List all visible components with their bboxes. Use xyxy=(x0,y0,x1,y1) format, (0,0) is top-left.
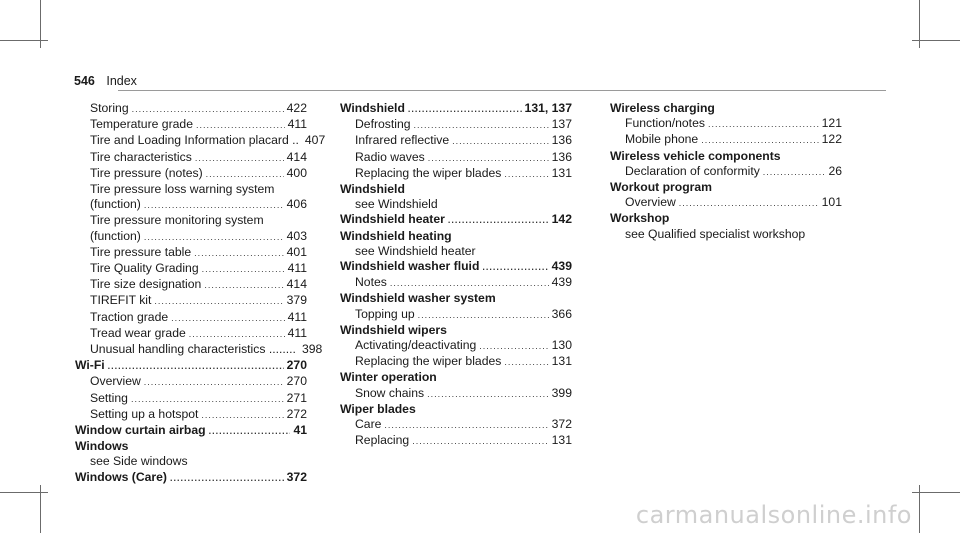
index-subentry xyxy=(340,386,572,402)
index-subentry xyxy=(75,117,307,133)
entry-text: Tire characteristics xyxy=(90,149,192,164)
entry-text: Care xyxy=(355,417,382,432)
index-column-3 xyxy=(610,101,842,242)
index-subentry xyxy=(75,293,307,309)
dot-leader xyxy=(201,408,283,423)
entry-text: Wi-Fi xyxy=(75,358,105,373)
entry-text: Overview xyxy=(90,374,141,389)
page-ref: 439 xyxy=(551,275,572,290)
dot-leader xyxy=(427,387,549,402)
index-subentry xyxy=(610,227,842,242)
dot-leader xyxy=(209,424,291,439)
entry-text: see Windshield heater xyxy=(355,243,476,258)
index-subentry xyxy=(75,454,307,469)
page-ref: 137 xyxy=(551,117,572,132)
dot-leader xyxy=(189,327,285,342)
index-entry xyxy=(340,259,572,275)
page-ref: 411 xyxy=(287,309,307,324)
dot-leader xyxy=(390,276,549,291)
page-number: 546 xyxy=(74,74,95,88)
dot-leader xyxy=(452,134,549,149)
entry-text: Function/notes xyxy=(625,116,705,131)
index-subentry xyxy=(340,166,572,182)
page-ref: 411 xyxy=(287,325,307,340)
index-column-1 xyxy=(75,101,326,486)
index-subentry xyxy=(340,150,572,166)
index-entry xyxy=(75,470,307,486)
page-ref: 379 xyxy=(286,293,307,308)
dot-leader xyxy=(144,230,284,245)
page-ref: 407 xyxy=(304,133,326,148)
entry-text: Wiper blades xyxy=(340,401,416,416)
dot-leader xyxy=(206,167,284,182)
page-ref: 272 xyxy=(286,406,307,421)
dot-leader xyxy=(144,375,284,390)
index-subentry xyxy=(610,195,842,211)
page-ref: 122 xyxy=(821,132,842,147)
index-subentry xyxy=(340,338,572,354)
index-subentry xyxy=(75,342,323,358)
entry-text: Temperature grade xyxy=(90,117,193,132)
dot-leader xyxy=(408,102,522,117)
dot-leader xyxy=(418,308,549,323)
dot-leader xyxy=(428,151,549,166)
index-subentry xyxy=(75,101,307,117)
dot-leader xyxy=(132,102,284,117)
dot-leader xyxy=(202,262,285,277)
page-ref: 41 xyxy=(293,423,307,438)
dot-leader xyxy=(171,311,284,326)
entry-text: Tire pressure (notes) xyxy=(90,165,203,180)
entry-text: Windshield xyxy=(340,101,405,115)
entry-text: Tire and Loading Information placard .. xyxy=(90,133,299,148)
index-column-2 xyxy=(340,101,572,449)
index-subentry xyxy=(75,245,307,261)
page-ref: 131, 137 xyxy=(524,101,572,115)
page-ref: 130 xyxy=(551,338,572,353)
crop-mark xyxy=(0,40,48,41)
index-entry xyxy=(610,180,842,195)
entry-text: Mobile phone xyxy=(625,132,699,147)
crop-mark xyxy=(912,492,960,493)
page-ref: 411 xyxy=(287,117,307,132)
entry-text: Topping up xyxy=(355,306,415,321)
index-subentry xyxy=(75,310,307,326)
index-entry xyxy=(340,212,572,228)
page-ref: 439 xyxy=(551,259,572,274)
index-entry xyxy=(340,101,572,117)
index-subentry xyxy=(340,133,572,149)
index-entry xyxy=(75,423,307,439)
page-ref: 136 xyxy=(551,133,572,148)
dot-leader xyxy=(504,355,548,370)
entry-text: Setting up a hotspot xyxy=(90,406,199,421)
index-entry xyxy=(610,149,842,164)
entry-text: Storing xyxy=(90,101,129,115)
dot-leader xyxy=(194,246,284,261)
page-ref: 406 xyxy=(286,197,307,212)
entry-text: Snow chains xyxy=(355,385,425,400)
page-ref: 372 xyxy=(286,469,307,484)
entry-text: see Windshield xyxy=(355,197,438,212)
index-entry xyxy=(340,229,572,244)
index-subentry xyxy=(75,197,307,213)
index-entry xyxy=(340,291,572,306)
entry-text: Tire pressure loss warning system xyxy=(90,182,275,197)
entry-text: Windshield washer fluid xyxy=(340,259,480,274)
page-ref: 414 xyxy=(286,277,307,292)
page-ref: 401 xyxy=(286,244,307,259)
index-subentry xyxy=(340,354,572,370)
entry-text: Tire pressure table xyxy=(90,244,192,259)
page-ref: 142 xyxy=(551,212,572,227)
dot-leader xyxy=(414,118,549,133)
entry-text: Workout program xyxy=(610,180,713,195)
dot-leader xyxy=(679,196,819,211)
dot-leader xyxy=(204,278,283,293)
entry-text: Replacing xyxy=(355,433,410,448)
entry-text: Tread wear grade xyxy=(90,325,186,340)
dot-leader xyxy=(108,359,284,374)
watermark: carmanualsonline.info xyxy=(635,501,912,529)
entry-text: Notes xyxy=(355,275,387,290)
entry-text: Overview xyxy=(625,195,676,210)
page-ref: 414 xyxy=(286,149,307,164)
entry-text: Window curtain airbag xyxy=(75,423,206,438)
page-ref: 26 xyxy=(828,163,842,178)
page-ref: 131 xyxy=(551,354,572,369)
index-subentry xyxy=(340,433,572,449)
entry-text: see Side windows xyxy=(90,454,188,469)
index-subentry xyxy=(75,277,307,293)
dot-leader xyxy=(144,198,284,213)
index-subentry xyxy=(340,244,572,259)
index-entry xyxy=(340,402,572,417)
index-subentry xyxy=(75,391,307,407)
entry-text: Winter operation xyxy=(340,370,437,385)
entry-text: Windows xyxy=(75,439,129,454)
entry-text: (function) xyxy=(90,197,141,212)
entry-text: Replacing the wiper blades xyxy=(355,165,502,180)
entry-text: Replacing the wiper blades xyxy=(355,354,502,369)
crop-mark xyxy=(912,40,960,41)
index-subentry xyxy=(610,116,842,132)
entry-text: Windshield wipers xyxy=(340,322,447,337)
index-subentry xyxy=(340,417,572,433)
page-ref: 270 xyxy=(286,358,307,373)
page-ref: 422 xyxy=(286,101,307,115)
dot-leader xyxy=(479,339,548,354)
dot-leader xyxy=(482,260,548,275)
entry-text: Windows (Care) xyxy=(75,469,167,484)
index-subentry xyxy=(75,150,307,166)
page-ref: 372 xyxy=(551,417,572,432)
header-rule xyxy=(118,90,886,91)
index-subentry xyxy=(75,407,307,423)
entry-text: Radio waves xyxy=(355,149,425,164)
index-entry xyxy=(75,358,307,374)
page-ref: 403 xyxy=(286,228,307,243)
entry-text: Tire pressure monitoring system xyxy=(90,213,264,228)
page-ref: 136 xyxy=(551,149,572,164)
index-subentry xyxy=(75,229,307,245)
index-subentry xyxy=(75,213,307,228)
entry-text: Wireless charging xyxy=(610,101,715,115)
dot-leader xyxy=(384,418,548,433)
index-subentry xyxy=(75,133,326,149)
index-entry xyxy=(340,323,572,338)
entry-text: Windshield heater xyxy=(340,212,445,227)
dot-leader xyxy=(154,294,283,309)
index-subentry xyxy=(75,182,307,197)
index-subentry xyxy=(75,326,307,342)
entry-text: Tire Quality Grading xyxy=(90,261,199,276)
section-title: Index xyxy=(106,74,137,88)
dot-leader xyxy=(170,471,284,486)
page-ref: 270 xyxy=(286,374,307,389)
page-ref: 400 xyxy=(286,165,307,180)
index-subentry xyxy=(75,166,307,182)
index-subentry xyxy=(340,117,572,133)
page-ref: 131 xyxy=(551,165,572,180)
index-entry xyxy=(340,370,572,385)
entry-text: (function) xyxy=(90,228,141,243)
index-entry xyxy=(340,182,572,197)
entry-text: TIREFIT kit xyxy=(90,293,152,308)
entry-text: Tire size designation xyxy=(90,277,202,292)
entry-text: Wireless vehicle components xyxy=(610,148,781,163)
index-entry xyxy=(610,101,842,116)
dot-leader xyxy=(448,213,549,228)
page-ref: 398 xyxy=(301,342,323,357)
entry-text: Defrosting xyxy=(355,117,411,132)
page-ref: 131 xyxy=(551,433,572,448)
entry-text: Setting xyxy=(90,390,128,405)
index-subentry xyxy=(610,164,842,180)
entry-text: Infrared reflective xyxy=(355,133,450,148)
page-ref: 366 xyxy=(551,306,572,321)
index-subentry xyxy=(610,132,842,148)
dot-leader xyxy=(412,434,548,449)
entry-text: Activating/deactivating xyxy=(355,338,477,353)
entry-text: Windshield heating xyxy=(340,228,452,243)
dot-leader xyxy=(131,392,284,407)
page-ref: 121 xyxy=(821,116,842,131)
dot-leader xyxy=(504,167,548,182)
entry-text: Workshop xyxy=(610,211,670,226)
index-subentry xyxy=(340,275,572,291)
dot-leader xyxy=(763,165,826,180)
index-subentry xyxy=(340,307,572,323)
dot-leader xyxy=(196,118,285,133)
page-header xyxy=(74,74,137,88)
dot-leader xyxy=(195,151,284,166)
entry-text: Unusual handling characteristics ........ xyxy=(90,342,296,357)
entry-text: Traction grade xyxy=(90,309,169,324)
dot-leader xyxy=(708,117,819,132)
page-ref: 101 xyxy=(821,195,842,210)
crop-mark xyxy=(0,492,48,493)
entry-text: Windshield xyxy=(340,182,405,197)
index-subentry xyxy=(75,261,307,277)
entry-text: Windshield washer system xyxy=(340,291,496,306)
page-ref: 411 xyxy=(287,261,307,276)
entry-text: Declaration of conformity xyxy=(625,163,760,178)
index-entry xyxy=(610,211,842,226)
index-subentry xyxy=(340,197,572,212)
page-ref: 399 xyxy=(551,385,572,400)
page-ref: 271 xyxy=(286,390,307,405)
index-entry xyxy=(75,439,307,454)
index-subentry xyxy=(75,374,307,390)
entry-text: see Qualified specialist workshop xyxy=(625,226,806,241)
dot-leader xyxy=(701,133,818,148)
